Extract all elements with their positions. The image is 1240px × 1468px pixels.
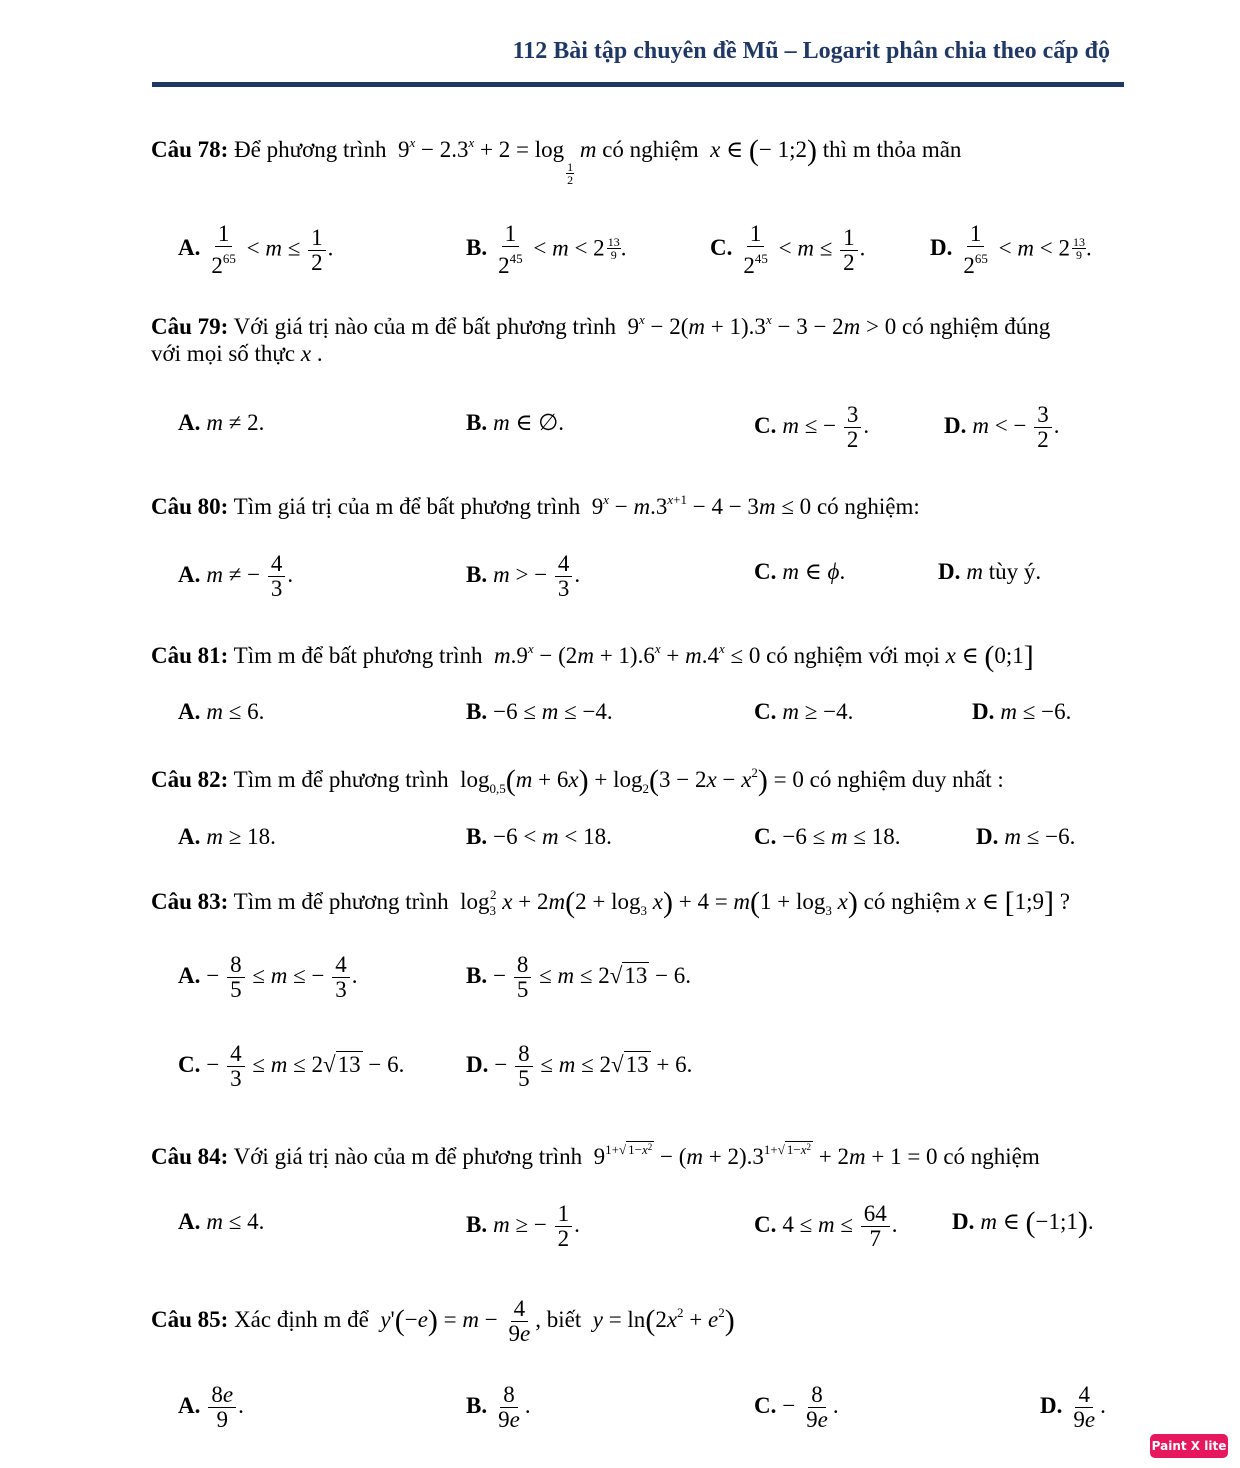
question-label: Câu 82:	[151, 767, 229, 792]
question-84	[151, 1130, 1040, 1174]
math-expression: $y = \ln(2x^2 + e^2)$	[592, 1304, 735, 1337]
question-85	[151, 1296, 735, 1346]
option-c[interactable]: C. m ≥ −4.	[754, 699, 854, 724]
question-82	[151, 756, 1004, 806]
math-expression: x ∈ (0;1]	[945, 640, 1034, 673]
question-text: có nghiệm với mọi	[766, 643, 940, 668]
option-a[interactable]: A. $\frac{1}{2^{65}}$ < m ≤ $\frac{1}{2}$ .	[178, 221, 334, 278]
question-80	[151, 483, 920, 524]
question-text: Tìm giá trị của m để bất phương trình	[233, 494, 581, 519]
math-expression: $9^{1+√ 1-x^2} - (m + 2).3^{1+√ 1-x^2} + 2m + 1 = 0$	[587, 1142, 938, 1169]
option-c[interactable]: C. 4 ≤ m ≤ $\frac{64}{7}$ .	[754, 1201, 898, 1251]
question-81	[151, 632, 1034, 674]
question-label: Câu 79:	[151, 314, 229, 339]
math-expression: x ∈ (− 1;2)	[710, 134, 818, 167]
option-c[interactable]: C. m ≤ − $\frac{3}{2}$ .	[754, 402, 870, 452]
question-text: Tìm m để bất phương trình	[233, 643, 483, 668]
question-label: Câu 84:	[151, 1144, 229, 1169]
question-text: có nghiệm	[943, 1144, 1040, 1169]
option-d[interactable]: D. $\frac{4}{9e}$ .	[1040, 1382, 1106, 1432]
question-83	[151, 878, 1070, 928]
option-a[interactable]: A. m ≤ 4.	[178, 1209, 265, 1234]
option-d[interactable]: D. $\frac{1}{2^{65}}$ < m < 2 $\frac{13}{9}$ .	[930, 221, 1092, 278]
option-a[interactable]: A. m ≠ 2.	[178, 410, 265, 435]
question-text: Tìm m để phương trình	[233, 889, 449, 914]
option-a[interactable]: A. $\frac{8e}{9}$ .	[178, 1382, 244, 1432]
math-expression: $\log_3^2 x + 2m(2 + \log_3 x) + 4 = m(1 + \log_3 x)$	[454, 886, 858, 919]
question-label: Câu 81:	[151, 643, 229, 668]
page-header-title: 112 Bài tập chuyên đề Mũ – Logarit phân chia theo cấp độ	[512, 38, 1110, 64]
option-b[interactable]: B. −6 < m < 18.	[466, 824, 612, 849]
math-expression: $9^x - m.3^{x+1} - 4 - 3m \le 0$	[585, 492, 812, 519]
question-79-line2: với mọi số thực x .	[151, 341, 323, 366]
paint-x-lite-badge: Paint X lite	[1150, 1434, 1228, 1458]
math-expression: $\log_{0,5}(m + 6x) + \log_2(3 - 2x - x^2) = 0$	[454, 764, 804, 797]
option-a[interactable]: A. m ≠ − $\frac{4}{3}$ .	[178, 551, 294, 601]
question-label: Câu 83:	[151, 889, 229, 914]
option-a[interactable]: A. − $\frac{8}{5}$ ≤ m ≤ − $\frac{4}{3}$ .	[178, 952, 358, 1002]
option-c[interactable]: C. $\frac{1}{2^{45}}$ < m ≤ $\frac{1}{2}$ .	[710, 221, 866, 278]
question-text: Xác định m để	[234, 1307, 369, 1332]
question-text: thì m thỏa mãn	[822, 137, 962, 162]
question-text: , biết	[535, 1307, 582, 1332]
question-text: Với giá trị nào của m để bất phương trình	[233, 314, 616, 339]
option-d[interactable]: D. − $\frac{8}{5}$ ≤ m ≤ 2√13 + 6.	[466, 1041, 693, 1091]
option-d[interactable]: D. m ≤ −6.	[972, 699, 1072, 724]
header-rule	[152, 82, 1124, 87]
option-a[interactable]: A. m ≥ 18.	[178, 824, 276, 849]
math-expression: x ∈ [1;9] ?	[965, 886, 1070, 919]
option-d[interactable]: D. m ∈ (−1;1).	[952, 1206, 1094, 1239]
option-b[interactable]: B. m > − $\frac{4}{3}$ .	[466, 551, 581, 601]
question-text: có nghiệm	[863, 889, 961, 914]
question-text: Để phương trình	[234, 137, 387, 162]
option-b[interactable]: B. −6 ≤ m ≤ −4.	[466, 699, 613, 724]
math-expression: y'(−e) = m − $\frac{4}{9e}$	[380, 1296, 531, 1347]
math-expression: $9^x - 2.3^x + 2 = \log$ $\frac{1}{2}$ m	[392, 135, 597, 187]
option-text: tùy ý.	[988, 559, 1042, 584]
question-label: Câu 85:	[151, 1307, 229, 1332]
math-expression: $9^x - 2(m + 1).3^x - 3 - 2m > 0$	[621, 312, 897, 339]
question-text: có nghiệm duy nhất :	[809, 767, 1004, 792]
option-d[interactable]: D. m tùy ý.	[938, 559, 1042, 584]
option-d[interactable]: D. m < − $\frac{3}{2}$ .	[944, 402, 1060, 452]
question-text: có nghiệm	[602, 137, 699, 162]
question-text: Tìm m để phương trình	[233, 767, 449, 792]
question-text: Với giá trị nào của m để phương trình	[233, 1144, 583, 1169]
option-c[interactable]: C. −6 ≤ m ≤ 18.	[754, 824, 901, 849]
option-a[interactable]: A. m ≤ 6.	[178, 699, 265, 724]
option-b[interactable]: B. $\frac{8}{9e}$ .	[466, 1382, 531, 1432]
option-d[interactable]: D. m ≤ −6.	[976, 824, 1076, 849]
question-text: có nghiệm:	[816, 494, 920, 519]
question-label: Câu 78:	[151, 137, 229, 162]
question-text: với mọi số thực	[151, 341, 296, 366]
question-78	[151, 126, 961, 186]
option-c[interactable]: C. − $\frac{8}{9e}$ .	[754, 1382, 839, 1432]
option-b[interactable]: B. − $\frac{8}{5}$ ≤ m ≤ 2√13 − 6.	[466, 952, 692, 1002]
option-b[interactable]: B. m ∈ ∅.	[466, 410, 565, 435]
option-b[interactable]: B. m ≥ − $\frac{1}{2}$ .	[466, 1201, 580, 1251]
option-b[interactable]: B. $\frac{1}{2^{45}}$ < m < 2 $\frac{13}{9}$ .	[466, 221, 627, 278]
question-label: Câu 80:	[151, 494, 229, 519]
question-text: có nghiệm đúng	[902, 314, 1051, 339]
math-expression: $m.9^x - (2m + 1).6^x + m.4^x \le 0$	[494, 641, 761, 668]
option-c[interactable]: C. m ∈ ϕ.	[754, 559, 846, 584]
option-c[interactable]: C. − $\frac{4}{3}$ ≤ m ≤ 2√13 − 6.	[178, 1041, 405, 1091]
